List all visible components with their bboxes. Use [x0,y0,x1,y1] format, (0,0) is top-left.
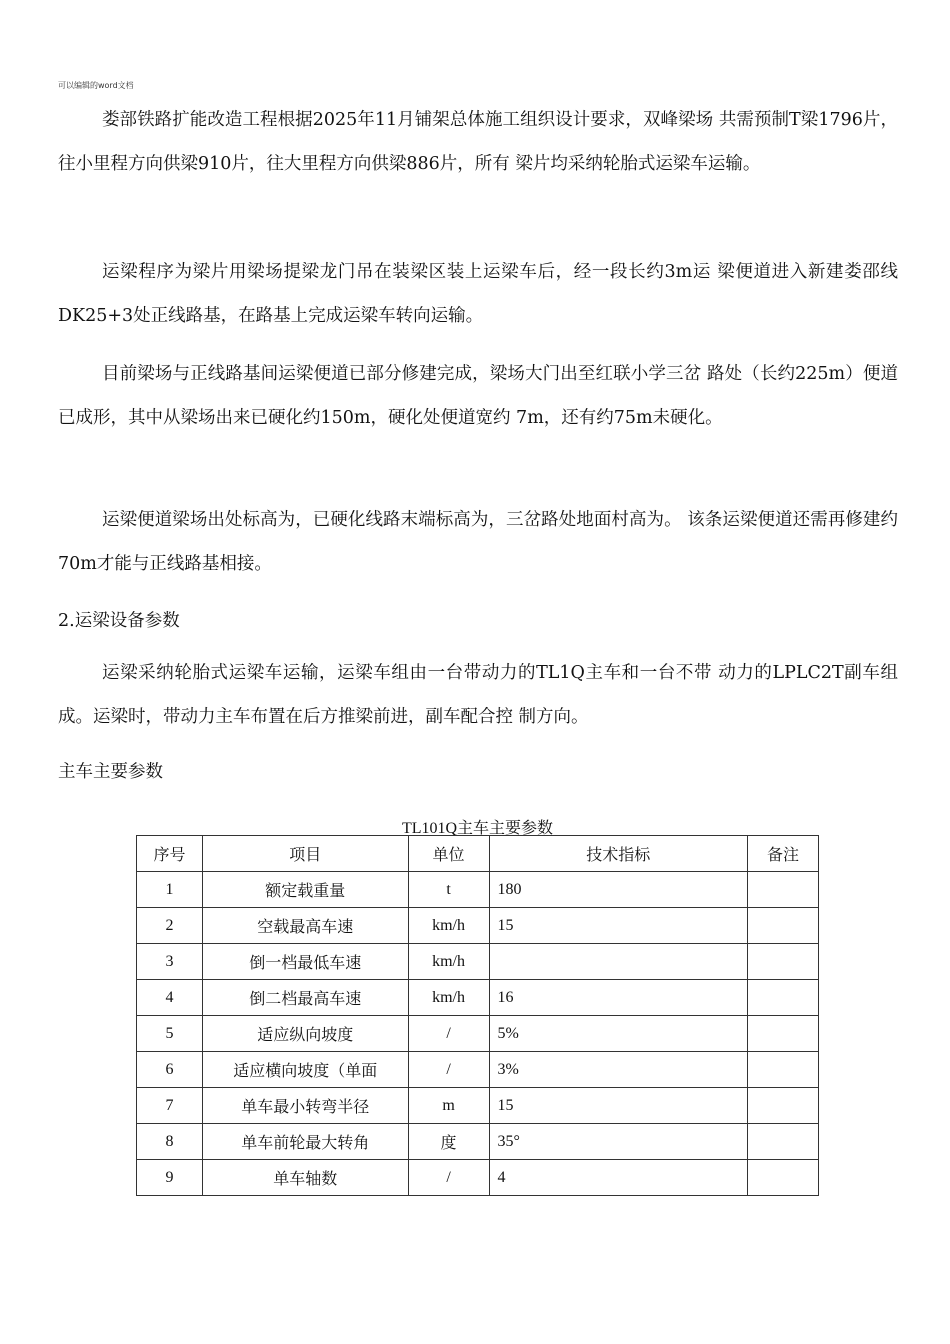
row-spec [489,944,748,980]
row-remark [748,1088,819,1124]
row-spec: 3% [489,1052,748,1088]
row-remark [748,872,819,908]
paragraph-1: 娄部铁路扩能改造工程根据2025年11月铺架总体施工组织设计要求，双峰梁场 共需预制T梁1796片，往小里程方向供梁910片，往大里程方向供梁886片，所有 梁片均采纳轮胎式运梁车运输。 [58,110,898,174]
table-caption: TL101Q主车主要参数 [401,820,554,837]
table-row [137,944,819,980]
column-header-item: 项目 [202,836,408,872]
column-header-index: 序号 [137,836,203,872]
row-item: 适应横向坡度（单面 [202,1052,408,1088]
column-header-remark: 备注 [748,836,819,872]
row-item: 适应纵向坡度 [202,1016,408,1052]
row-unit: / [408,1016,489,1052]
row-spec: 35° [489,1124,748,1160]
column-header-unit: 单位 [408,836,489,872]
table-row [137,872,819,908]
row-item: 额定载重量 [202,872,408,908]
spec-table [136,835,819,1196]
row-index: 4 [137,980,203,1016]
paragraph-4: 运梁便道梁场出处标高为，已硬化线路末端标高为，三岔路处地面村高为。 该条运梁便道还需再修建约70m才能与正线路基相接。 [58,510,898,574]
row-unit: km/h [408,908,489,944]
row-unit: 度 [408,1124,489,1160]
row-item: 单车前轮最大转角 [202,1124,408,1160]
table-row [137,1088,819,1124]
row-item: 空载最高车速 [202,908,408,944]
row-index: 7 [137,1088,203,1124]
paragraph-2: 运梁程序为梁片用梁场提梁龙门吊在装梁区装上运梁车后，经一段长约3m运 梁便道进入新建娄邵线DK25+3处正线路基，在路基上完成运梁车转向运输。 [58,262,898,326]
row-index: 6 [137,1052,203,1088]
row-index: 2 [137,908,203,944]
row-spec: 5% [489,1016,748,1052]
row-item: 单车最小转弯半径 [202,1088,408,1124]
row-remark [748,1160,819,1196]
paragraph-3: 目前梁场与正线路基间运梁便道已部分修建完成，梁场大门出至红联小学三岔 路处（长约225m）便道已成形，其中从梁场出来已硬化约150m，硬化处便道宽约 7m，还有约75m未硬化。 [58,364,898,428]
row-index: 1 [137,872,203,908]
row-spec: 15 [489,908,748,944]
row-index: 3 [137,944,203,980]
table-row [137,980,819,1016]
row-spec: 4 [489,1160,748,1196]
table-row [137,908,819,944]
row-spec: 15 [489,1088,748,1124]
row-unit: t [408,872,489,908]
row-remark [748,1016,819,1052]
row-unit: m [408,1088,489,1124]
section-heading: 2.运梁设备参数 [58,611,180,631]
row-item: 倒一档最低车速 [202,944,408,980]
column-header-spec: 技术指标 [489,836,748,872]
table-row [137,1124,819,1160]
row-remark [748,908,819,944]
row-index: 8 [137,1124,203,1160]
row-unit: / [408,1160,489,1196]
row-unit: / [408,1052,489,1088]
section-paragraph: 运梁采纳轮胎式运梁车运输，运梁车组由一台带动力的TL1Q主车和一台不带 动力的LPLC2T副车组成。运梁时，带动力主车布置在后方推梁前进，副车配合控 制方向。 [58,663,898,727]
row-remark [748,1124,819,1160]
subheading: 主车主要参数 [58,762,163,782]
table-row [137,1016,819,1052]
header-note: 可以编辑的word文档 [58,81,134,90]
row-remark [748,980,819,1016]
row-spec: 180 [489,872,748,908]
row-remark [748,1052,819,1088]
table-row [137,1160,819,1196]
row-remark [748,944,819,980]
row-unit: km/h [408,980,489,1016]
row-item: 倒二档最高车速 [202,980,408,1016]
row-unit: km/h [408,944,489,980]
row-spec: 16 [489,980,748,1016]
table-row [137,1052,819,1088]
row-item: 单车轴数 [202,1160,408,1196]
row-index: 9 [137,1160,203,1196]
row-index: 5 [137,1016,203,1052]
table-header-row [137,836,819,872]
